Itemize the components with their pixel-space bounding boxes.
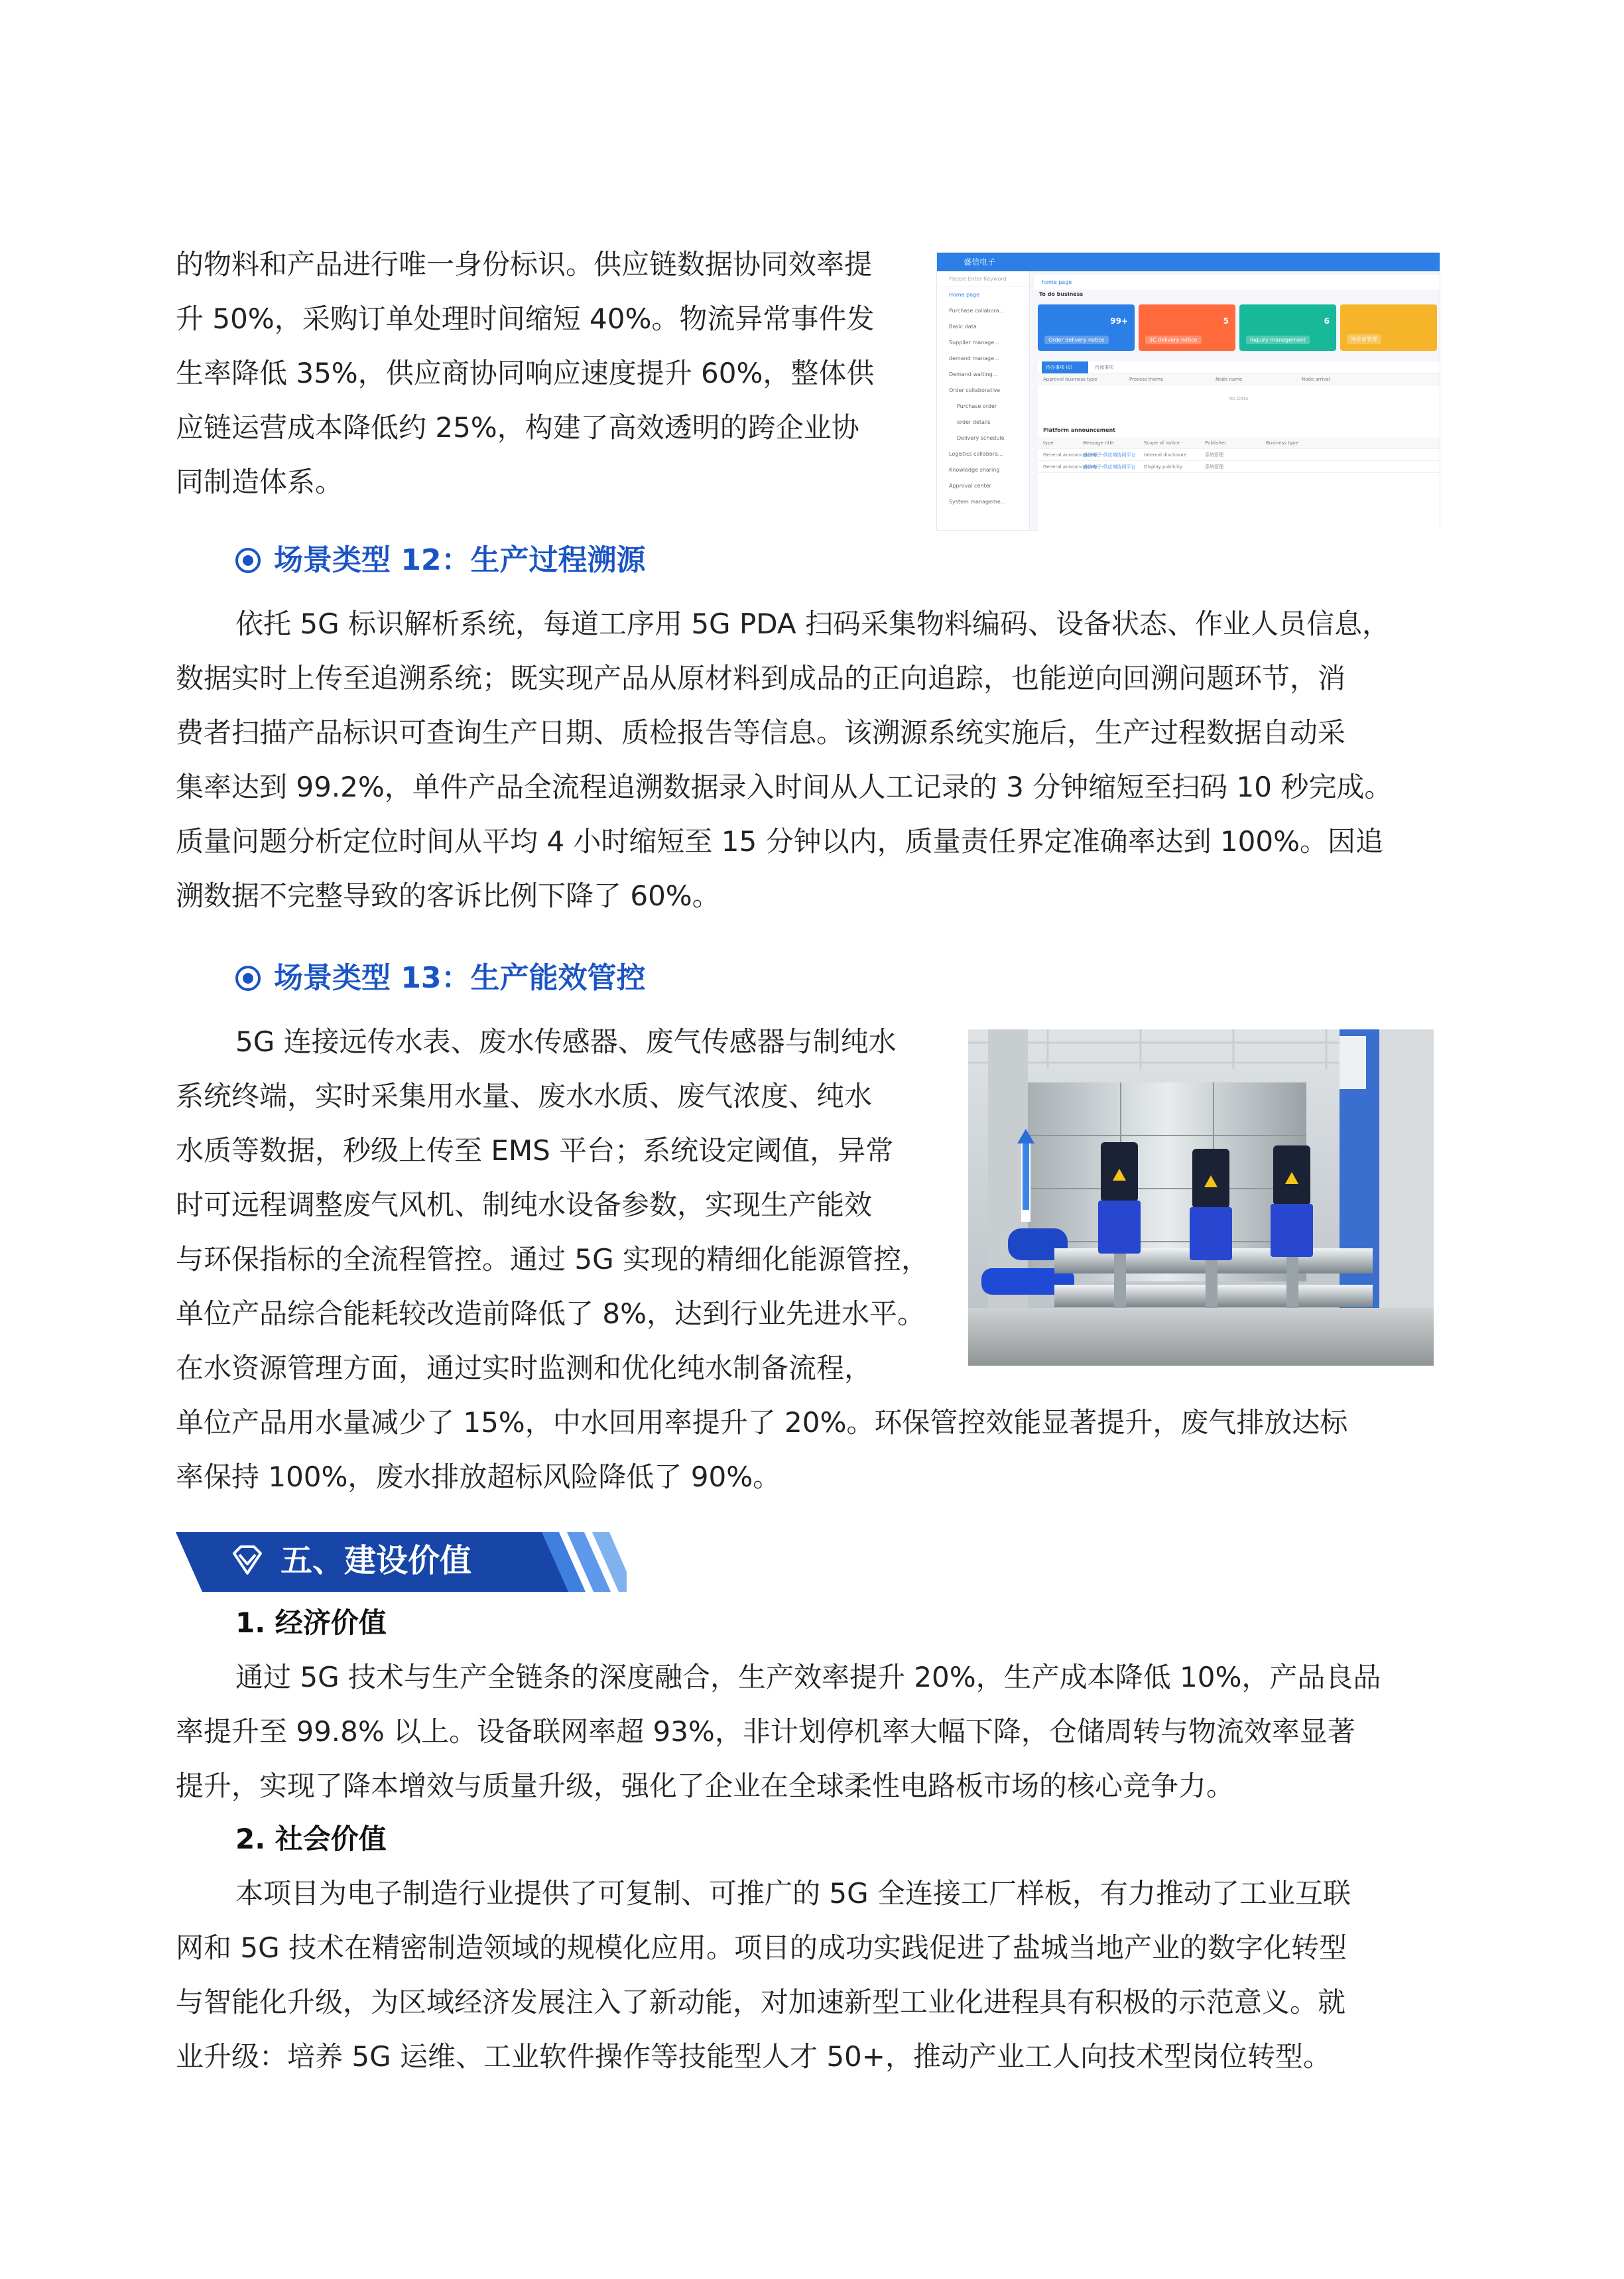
subtab-read: 待阅事项 <box>1095 365 1114 370</box>
cell: General announcement <box>1043 464 1098 470</box>
announcement-title: Platform announcement <box>1043 427 1115 433</box>
cell: Internal disclosure <box>1144 452 1187 458</box>
sidebar-item: Basic data <box>949 324 977 330</box>
text-line: 水质等数据，秒级上传至 EMS 平台；系统设定阈值，异常 <box>176 1134 894 1167</box>
text-line: 同制造体系。 <box>176 466 344 498</box>
app-title-bar <box>937 253 1440 271</box>
supply-chain-platform-screenshot <box>936 252 1440 531</box>
scene13-heading <box>235 955 646 1002</box>
search-placeholder: Please Enter Keyword <box>937 271 1029 287</box>
social-paragraph <box>176 1866 1442 2084</box>
card-3c-delivery <box>1139 304 1235 351</box>
main-panel <box>1034 275 1440 530</box>
col-header: Process theme <box>1129 377 1164 382</box>
text-line: 集率达到 99.2%，单件产品全流程追溯数据录入时间从人工记录的 3 分钟缩短至扫码 10 秒完成。 <box>176 771 1393 803</box>
cell: 系统管理 <box>1205 452 1223 458</box>
card-inquiry <box>1239 304 1336 351</box>
table-header <box>1038 437 1440 449</box>
empty-state: No Data <box>1229 396 1249 401</box>
text-line: 单位产品综合能耗较改造前降低了 8%，达到行业先进水平。 <box>176 1297 925 1330</box>
sidebar-item: Approval center <box>949 483 991 489</box>
card-label: 3C delivery notice <box>1145 336 1202 344</box>
scene12-title: 场景类型 12：生产过程溯源 <box>274 543 646 577</box>
econ-paragraph <box>176 1650 1442 1813</box>
sidebar-item: Home page <box>949 292 980 298</box>
scene13-paragraph-narrow <box>176 1015 945 1396</box>
pump-room-illustration <box>968 1029 1434 1366</box>
section5-title: 五、建设价值 <box>281 1542 472 1579</box>
text-line: 时可远程调整废气风机、制纯水设备参数，实现生产能效 <box>176 1189 873 1221</box>
text-line: 升 50%，采购订单处理时间缩短 40%。物流异常事件发 <box>176 302 875 335</box>
text-line: 率保持 100%，废水排放超标风险降低了 90%。 <box>176 1461 781 1493</box>
sidebar <box>937 271 1030 530</box>
text-line: 的物料和产品进行唯一身份标识。供应链数据协同效率提 <box>176 248 873 281</box>
scene13-title: 场景类型 13：生产能效管控 <box>274 961 646 995</box>
section-title: To do business <box>1039 291 1084 297</box>
sidebar-item: Purchase collabora... <box>949 308 1005 314</box>
col-header: Publisher <box>1205 440 1227 446</box>
text-line: 单位产品用水量减少了 15%，中水回用率提升了 20%。环保管控效能显著提升，废气排放达标 <box>176 1406 1348 1439</box>
card-count: 5 <box>1223 316 1229 326</box>
sidebar-item: System manageme... <box>949 499 1006 505</box>
scene12-paragraph <box>176 597 1442 923</box>
table-row <box>1038 461 1440 473</box>
col-header: Node arrival <box>1302 377 1330 382</box>
text-line: 应链运营成本降低约 25%，构建了高效透明的跨企业协 <box>176 411 859 444</box>
sidebar-item: Demand waiting... <box>949 371 998 377</box>
sidebar-item: Delivery schedule <box>957 435 1005 441</box>
col-header: Message title <box>1083 440 1114 446</box>
subtab-todo: 待办事项 (0) <box>1042 361 1088 373</box>
scene12-heading <box>235 537 646 584</box>
cell: 盛信电子-供应商协同平台 <box>1083 452 1136 458</box>
subtab-row <box>1038 361 1440 373</box>
card-label: 询价单管理 <box>1347 334 1381 344</box>
summary-cards <box>1038 304 1440 351</box>
text-line: 在水资源管理方面，通过实时监测和优化纯水制备流程， <box>176 1352 873 1384</box>
cell: Display publicity <box>1144 464 1182 470</box>
top-paragraph <box>176 237 918 509</box>
text-line: 费者扫描产品标识可查询生产日期、质检报告等信息。该溯源系统实施后，生产过程数据自动采 <box>176 716 1346 749</box>
sidebar-item: Knowledge sharing <box>949 467 1000 473</box>
text-line: 系统终端，实时采集用水量、废水水质、废气浓度、纯水 <box>176 1080 873 1112</box>
text-line: 与智能化升级，为区域经济发展注入了新动能，对加速新型工业化进程具有积极的示范意义。就 <box>176 1986 1346 2018</box>
text-line: 数据实时上传至追溯系统；既实现产品从原材料到成品的正向追踪，也能逆向回溯问题环节，消 <box>176 662 1346 694</box>
table-row <box>1038 449 1440 461</box>
text-line: 网和 5G 技术在精密制造领域的规模化应用。项目的成功实践促进了盐城当地产业的数字化转型 <box>176 1931 1347 1964</box>
section5-banner <box>176 1532 627 1592</box>
cell: 盛信电子-供应商协同平台 <box>1083 464 1136 470</box>
card-quote <box>1340 304 1437 351</box>
water-treatment-photo <box>968 1029 1434 1366</box>
text-line: 业升级：培养 5G 运维、工业软件操作等技能型人才 50+，推动产业工人向技术型岗位转型。 <box>176 2040 1331 2073</box>
col-header: Node name <box>1216 377 1243 382</box>
text-line: 依托 5G 标识解析系统，每道工序用 5G PDA 扫码采集物料编码、设备状态、作业人员信息， <box>235 608 1390 640</box>
table-header <box>1038 373 1440 385</box>
app-title: 盛信电子 <box>964 257 996 267</box>
col-header: type <box>1043 440 1054 446</box>
text-line: 5G 连接远传水表、废水传感器、废气传感器与制纯水 <box>235 1025 897 1058</box>
card-count: 6 <box>1324 316 1330 326</box>
sidebar-item: order details <box>957 419 991 425</box>
text-line: 与环保指标的全流程管控。通过 5G 实现的精细化能源管控， <box>176 1243 929 1275</box>
tab-home: home page <box>1034 275 1440 290</box>
sidebar-item: demand manage... <box>949 356 999 361</box>
cell: General announcement <box>1043 452 1098 458</box>
target-bullet-icon <box>235 966 261 991</box>
text-line: 质量问题分析定位时间从平均 4 小时缩短至 15 分钟以内，质量责任界定准确率达到 100%。因追 <box>176 825 1383 858</box>
social-heading: 2. 社会价值 <box>235 1823 387 1855</box>
cell: 系统管理 <box>1205 464 1223 470</box>
sidebar-item: Logistics collabora... <box>949 451 1003 457</box>
col-header: Approval business type <box>1043 377 1097 382</box>
text-line: 生率降低 35%，供应商协同响应速度提升 60%，整体供 <box>176 357 875 389</box>
sidebar-item: Purchase order <box>957 403 997 409</box>
card-order-delivery <box>1038 304 1135 351</box>
card-label: Order delivery notice <box>1044 336 1109 344</box>
card-count: 99+ <box>1110 316 1128 326</box>
text-line: 溯数据不完整导致的客诉比例下降了 60%。 <box>176 879 720 912</box>
econ-heading: 1. 经济价值 <box>235 1606 387 1639</box>
sidebar-item: Order collaborative <box>949 387 1001 393</box>
todo-table <box>1038 361 1440 541</box>
sidebar-item: Supplier manage... <box>949 340 999 346</box>
text-line: 率提升至 99.8% 以上。设备联网率超 93%，非计划停机率大幅下降，仓储周转与物流效率显著 <box>176 1715 1355 1748</box>
col-header: Business type <box>1266 440 1298 446</box>
card-label: Inquiry management <box>1246 336 1310 344</box>
col-header: Scope of notice <box>1144 440 1180 446</box>
text-line: 通过 5G 技术与生产全链条的深度融合，生产效率提升 20%，生产成本降低 10%，产品良品 <box>235 1661 1381 1693</box>
text-line: 本项目为电子制造行业提供了可复制、可推广的 5G 全连接工厂样板，有力推动了工业互联 <box>235 1877 1351 1910</box>
text-line: 提升，实现了降本增效与质量升级，强化了企业在全球柔性电路板市场的核心竞争力。 <box>176 1770 1235 1802</box>
scene13-paragraph-wide <box>176 1396 1442 1504</box>
target-bullet-icon <box>235 548 261 573</box>
